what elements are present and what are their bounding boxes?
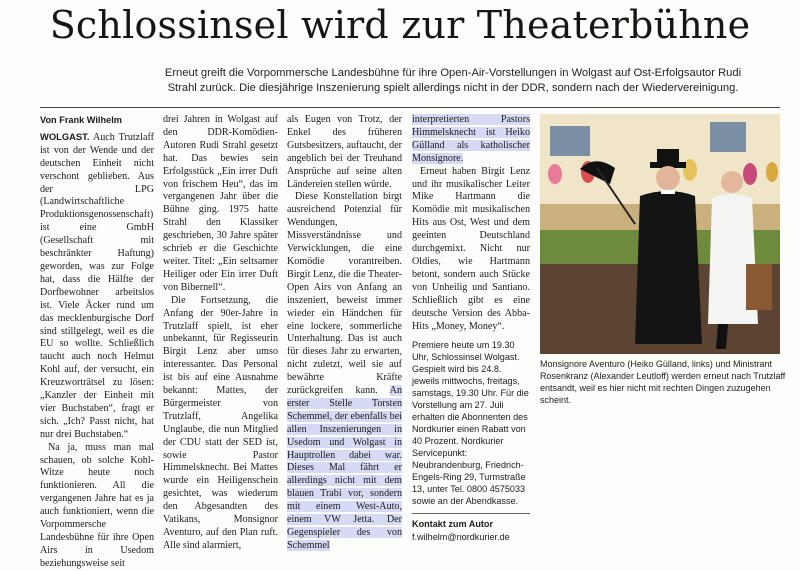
highlighted-text: An erster Stelle Torsten Schemmel, der ebenfalls bei allen Inszenierungen in Usedom und Wolgast in Hauptrollen dabei war. Dieses Mal fährt er allerdings nicht mit dem blauen Trabi vor, sondern mit einem West-Auto, einem VW Jetta. Der Gegenspieler des von Schemmel: [287, 385, 402, 551]
article-column-3: [287, 114, 402, 551]
highlighted-text: interpretierten Pastors Himmelsknecht ist Heiko Gülland als katholischer Monsignore.: [412, 114, 530, 164]
paragraph-text: Auch Trutzlaff ist von der Wende und der deutschen Einheit nicht verschont geblieben. Aus der LPG (Landwirtschaftliche Produktionsgenossenschaft) ist eine GmbH (Gesellschaft mit beschränkter Haftung) geworden, was zur Folge hat, dass die Hälfte der Dorfbewohner arbeitslos ist. Viele Äcker rund um das mecklenburgische Dorf sind stillgelegt, weil es die EU so wollte. Schließlich taucht auch noch Helmut Kohl auf, der versucht, ein Kreuzworträtsel zu lösen: „Kanzler der Einheit mit vier Buchstaben“, fragt er sich. „Ich? Passt nicht, hat nur drei Buchstaben.“: [40, 131, 154, 440]
priest-collar: [661, 190, 675, 194]
paragraph: Erneut haben Birgit Lenz und ihr musikalischer Leiter Mike Hartmann die Komödie mit musikalischen Hits aus Ost, West und dem geeinten Deutschland durchgemixt. Nicht nur Oldies, wie Hartmann betont, sondern auch Stücke von Unheilig und Santiano. Schließlich gibt es eine deutsche Version des Abba-Hits „Money, Money“.: [412, 165, 530, 332]
priest-hat: [657, 149, 679, 163]
event-info-box: Premiere heute um 19.30 Uhr, Schlossinsel Wolgast. Gespielt wird bis 24.8. jeweils mittwochs, freitags, samstags, 19.30 Uhr. Für die Vorstellung am 27. Juli erhalten die Abonnenten des Nordkurier einen Rabatt von 40 Prozent. Nordkurier Servicepunkt: Neubrandenburg, Friedrich-Engels-Ring 29, Turmstraße 13, unter Tel. 0800 4575033 sowie an der Abendkasse.: [412, 340, 529, 507]
photo-illustration: [540, 114, 780, 354]
paragraph: Na ja, muss man mal schauen, ob solche Kohl-Witze heute noch funktionieren. All die vergangenen Jahre hat es ja auch funktioniert, wenn die Vorpommersche Landesbühne für ihre Open Airs in Usedom beziehungsweise seit: [40, 441, 154, 569]
ministrant-face: [721, 171, 743, 193]
article-column-2: [163, 114, 278, 551]
contact-email: f.wilhelm@nordkurier.de: [412, 532, 510, 543]
background-actor: [548, 164, 562, 184]
paragraph: Die Fortsetzung, die Anfang der 90er-Jahre in Trutzlaff spielt, ist eher unbekannt, für Regisseurin Birgit Lenz aber umso interessanter. Das Personal ist bis auf eine Ausnahme bekannt: Mattes, der Bürgermeister von Trutzlaff, Angelika Unglaube, die nun Mitglied der CDU statt der SED ist, sowie Pastor Himmelsknecht. Bei Mattes wurde ein Heiligenschein gesichtet, was wiederum den Abgesandten des Vatikans, Monsignor Aventuro, auf den Plan ruft. Alle sind alarmiert,: [163, 294, 278, 551]
ministrant-legs: [716, 324, 728, 349]
paragraph: [40, 131, 154, 442]
divider-rule: [40, 107, 780, 108]
contact-title: Kontakt zum Autor: [412, 519, 493, 530]
info-divider: [412, 513, 530, 514]
window: [710, 122, 746, 152]
paragraph: [287, 191, 402, 552]
paragraph-text: Diese Konstellation birgt ausreichend Potenzial für Wendungen, Missverständnisse und Verwicklungen, die eine Komödie vorantreiben. Birgit Lenz, die die Theater-Open Airs von Anfang an inszeniert, beweist immer wieder ein Händchen für eine lockere, sommerliche Unterhaltung. Das ist auch für dieses Jahr zu erwarten, nicht zuletzt, weil sie auf bewährte Kräfte zurückgreifen kann.: [287, 191, 402, 397]
article-photo: [540, 114, 780, 354]
background-actor: [743, 163, 757, 185]
article-column-1: [40, 114, 154, 569]
priest-robe: [635, 191, 702, 344]
suitcase: [746, 264, 772, 310]
lead-paragraph: Erneut greift die Vorpommersche Landesbühne für ihre Open-Air-Vorstellungen in Wolgast auf Ost-Erfolgsautor Rudi Strahl zurück. Die diesjährige Inszenierung spielt allerdings nicht in der DDR, sondern nach der Wiedervereinigung.: [164, 67, 742, 94]
byline: Von Frank Wilhelm: [40, 115, 122, 125]
photo-caption: Monsignore Aventuro (Heiko Gülland, links) und Ministrant Rosenkranz (Alexander Leutloff) werden erneut nach Trutzlaff entsandt, weil es hier nicht mit rechten Dingen zuzugehen scheint.: [540, 359, 786, 405]
article-column-4: [412, 114, 530, 543]
priest-face: [656, 166, 680, 190]
window: [550, 126, 590, 156]
paragraph: [412, 114, 530, 166]
background-actor: [766, 162, 778, 182]
headline: Schlossinsel wird zur Theaterbühne: [49, 3, 751, 47]
dateline: WOLGAST.: [40, 130, 90, 142]
paragraph: als Eugen von Trotz, der Enkel des früheren Gutsbesitzers, auftaucht, der angeblich bei der Treuhand Ansprüche auf seine alten Ländereien stellen würde.: [287, 114, 402, 190]
paragraph: drei Jahren in Wolgast auf den DDR-Komödien-Autoren Rudi Strahl gesetzt hat. Das bewies sein Erfolgsstück „Ein irrer Duft von frischem Heu“, das im vergangenen Jahr über die Bühne ging. 1975 hatte Strahl den Klassiker geschrieben, 30 Jahre später schrieb er die Geschichte weiter. Titel: „Ein seltsamer Heiliger oder Ein irrer Duft von Bibernell“.: [163, 114, 278, 293]
